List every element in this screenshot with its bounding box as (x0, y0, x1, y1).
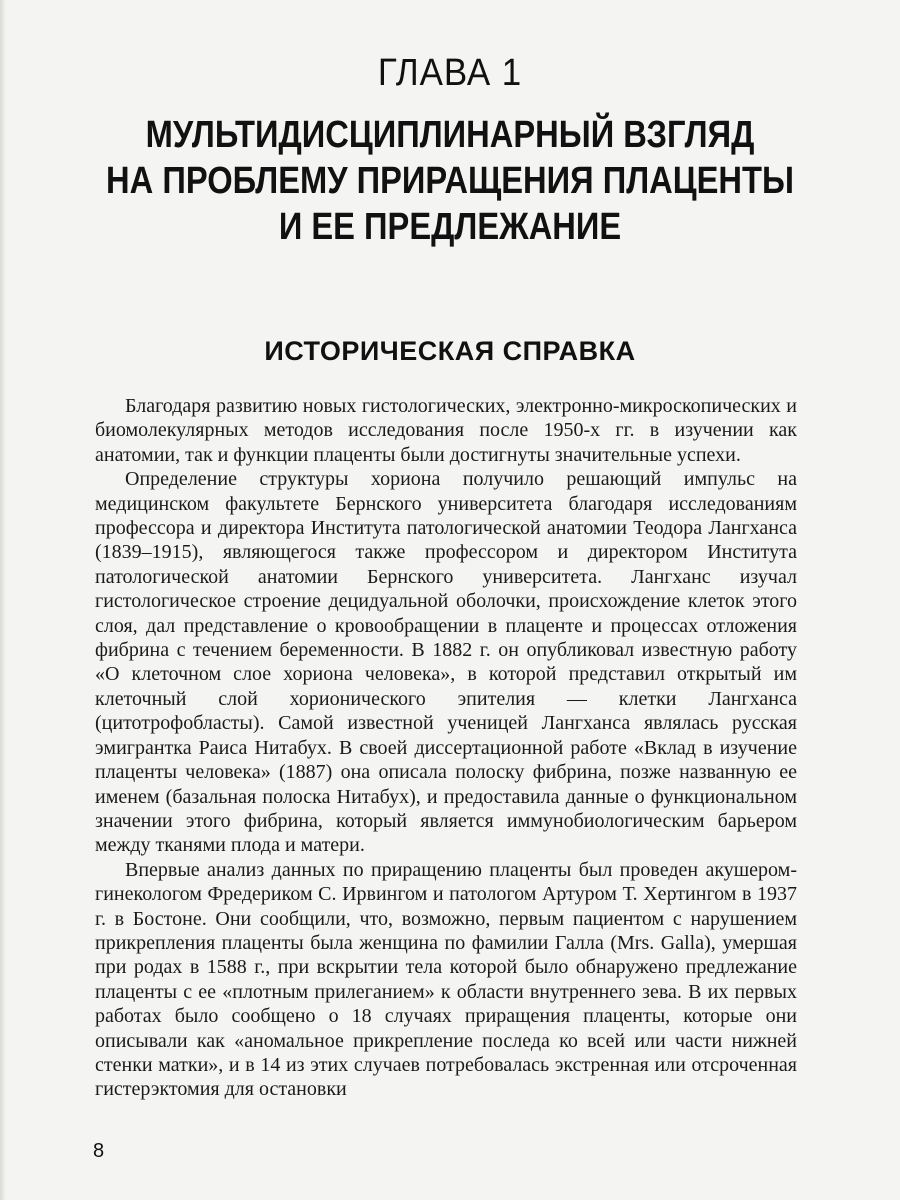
chapter-title-line: МУЛЬТИДИСЦИПЛИНАРНЫЙ ВЗГЛЯД (145, 114, 755, 156)
page-number: 8 (93, 1140, 105, 1162)
chapter-title-line: НА ПРОБЛЕМУ ПРИРАЩЕНИЯ ПЛАЦЕНТЫ (106, 160, 794, 202)
paragraph: Благодаря развитию новых гистологических, электронно-микроскопических и биомолекулярных методов исследования после 1950-х гг. в изучении как анатомии, так и функции плаценты были достигнуты значительные успехи. (95, 395, 797, 466)
paragraph: Впервые анализ данных по приращению плаценты был проведен акушером-гинекологом Фредериком С. Ирвингом и патологом Артуром Т. Хертингом в 1937 г. в Бостоне. Они сообщили, что, возможно, первым пациентом с нарушением прикрепления плаценты была женщина по фамилии Галла (Mrs. Galla), умершая при родах в 1588 г., при вскрытии тела которой было обнаружено предлежание плаценты с ее «плотным прилеганием» к области внутреннего зева. В их первых работах было сообщено о 18 случаях приращения плаценты, которые они описывали как «аномальное прикрепление последа ко всей или части нижней стенки матки», и в 14 из этих случаев потребовалась экстренная или отсроченная гистерэктомия для остановки (95, 858, 797, 1101)
chapter-label: ГЛАВА 1 (377, 52, 523, 94)
paragraph: Определение структуры хориона получило решающий импульс на медицинском факультете Бернского университета благодаря исследованиям профессора и директора Института патологической анатомии Теодора Лангханса (1839–1915), являющегося также профессором и директором Института патологической анатомии Бернского университета. Лангханс изучал гистологическое строение децидуальной оболочки, происхождение клеток этого слоя, дал представление о кровообращении в плаценте и процессах отложения фибрина с течением беременности. В 1882 г. он опубликовал известную работу «О клеточном слое хориона человека», в которой представил открытый им клеточный слой хорионического эпителия — клетки Лангханса (цитотрофобласты). Самой известной ученицей Лангханса являлась русская эмигрантка Раиса Нитабух. В своей диссертационной работе «Вклад в изучение плаценты человека» (1887) она описала полоску фибрина, позже названную ее именем (базальная полоска Нитабух), и предоставила данные о функциональном значении этого фибрина, который является иммунобиологическим барьером между тканями плода и матери. (95, 468, 797, 857)
body-text (95, 394, 797, 1102)
chapter-title-line: И ЕЕ ПРЕДЛЕЖАНИЕ (278, 206, 622, 248)
chapter-title (0, 112, 900, 250)
section-heading: ИСТОРИЧЕСКАЯ СПРАВКА (264, 336, 636, 366)
